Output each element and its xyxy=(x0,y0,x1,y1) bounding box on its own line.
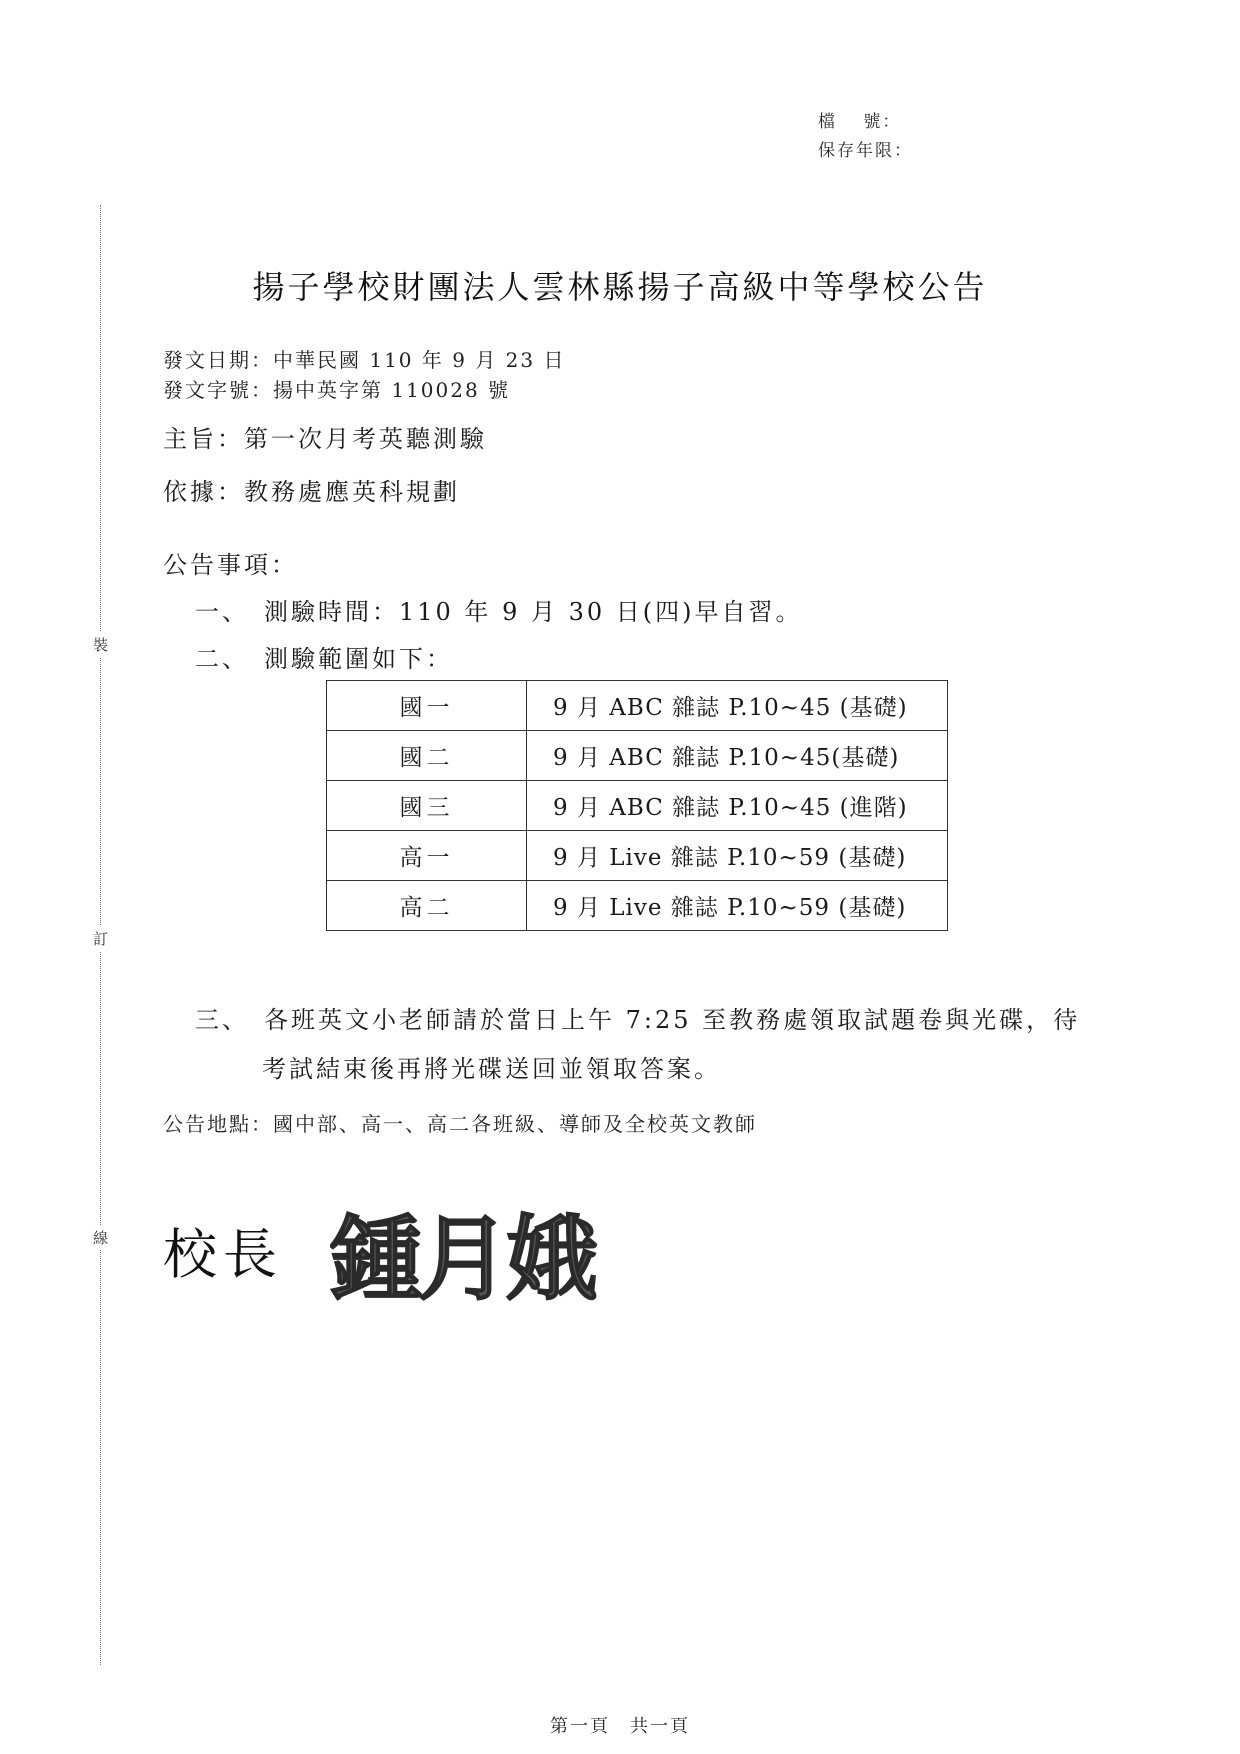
signature-stamp: 鍾月娥 xyxy=(330,1205,595,1313)
principal-label: 校長 xyxy=(163,1223,283,1286)
file-number-label: 檔 號： xyxy=(818,112,902,132)
range-cell: 9 月 ABC 雜誌 P.10~45(基礎) xyxy=(527,731,948,781)
principal-signature xyxy=(330,1196,630,1316)
grade-cell: 國三 xyxy=(327,781,527,831)
item-pickup-line1: 三、 各班英文小老師請於當日上午 7:25 至教務處領取試題卷與光碟，待 xyxy=(195,1006,1081,1034)
page-footer: 第一頁 共一頁 xyxy=(550,1716,690,1737)
document-title: 揚子學校財團法人雲林縣揚子高級中等學校公告 xyxy=(252,268,988,306)
table-row xyxy=(327,831,948,881)
issue-date: 發文日期：中華民國 110 年 9 月 23 日 xyxy=(163,348,566,372)
notice-header: 公告事項： xyxy=(163,551,298,579)
grade-cell: 高一 xyxy=(327,831,527,881)
issue-number: 發文字號：揚中英字第 110028 號 xyxy=(163,378,511,402)
table-row xyxy=(327,681,948,731)
binding-mark-bind: 裝 xyxy=(93,632,108,657)
grade-cell: 高二 xyxy=(327,881,527,931)
basis-line: 依據：教務處應英科規劃 xyxy=(163,478,460,506)
file-info xyxy=(818,108,913,166)
item-test-time: 一、 測驗時間：110 年 9 月 30 日(四)早自習。 xyxy=(195,598,803,626)
binding-mark-line: 線 xyxy=(93,1225,108,1250)
subject-line: 主旨：第一次月考英聽測驗 xyxy=(163,425,487,453)
range-cell: 9 月 Live 雜誌 P.10~59 (基礎) xyxy=(527,831,948,881)
table-row xyxy=(327,781,948,831)
range-cell: 9 月 ABC 雜誌 P.10~45 (基礎) xyxy=(527,681,948,731)
notice-location: 公告地點：國中部、高一、高二各班級、導師及全校英文教師 xyxy=(163,1112,757,1136)
table-row xyxy=(327,881,948,931)
grade-cell: 國二 xyxy=(327,731,527,781)
grade-cell: 國一 xyxy=(327,681,527,731)
retention-period-label: 保存年限： xyxy=(818,141,913,161)
binding-mark-staple: 訂 xyxy=(93,926,108,951)
item-pickup-line2: 考試結束後再將光碟送回並領取答案。 xyxy=(262,1055,721,1083)
table-row xyxy=(327,731,948,781)
item-test-scope: 二、 測驗範圍如下： xyxy=(195,645,453,673)
scope-table xyxy=(326,680,948,931)
range-cell: 9 月 Live 雜誌 P.10~59 (基礎) xyxy=(527,881,948,931)
range-cell: 9 月 ABC 雜誌 P.10~45 (進階) xyxy=(527,781,948,831)
